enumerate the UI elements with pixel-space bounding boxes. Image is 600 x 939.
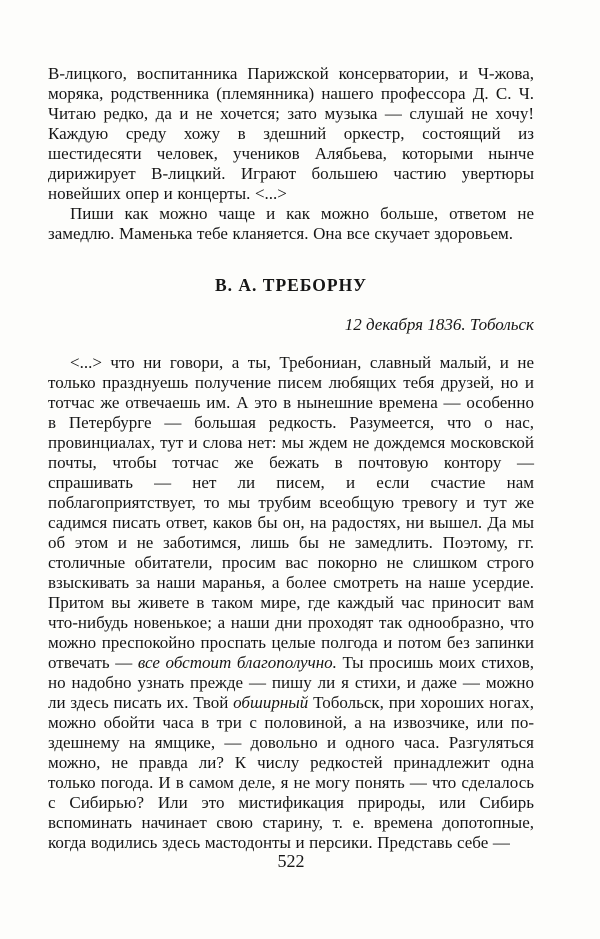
letter-heading: В. А. ТРЕБОРНУ: [214, 275, 368, 295]
letter-body: [48, 353, 534, 853]
letter-body-text-1: <...> что ни говори, а ты, Требониан, славный малый, и не только празднуешь получение писем любящих тебя друзей, но и тотчас же отвечаешь им. А это в нынешние времена — особенно в Петербурге — большая редкость. Разумеется, что о нас, провинциалах, тут и слова нет: мы ждем не дождемся московской почты, чтобы тотчас же бежать в почтовую контору — спрашивать — нет ли писем, и если счастие нам поблагоприятствует, то мы трубим всеобщую тревогу и тут же садимся писать ответ, каков бы он, на радостях, ни вышел. Да мы об этом и не заботимся, лишь бы не замедлить. Поэтому, гг. столичные обитатели, просим вас покорно не слишком строго взыскивать за наши маранья, а более смотреть на наше усердие. Притом вы живете в таком мире, где каждый час приносит вам что-нибудь новенькое; а наши дни проходят так однообразно, что можно преспокойно проспать целые полгода и потом без запинки отвечать —: [48, 353, 534, 672]
paragraph-closing: Пиши как можно чаще и как можно больше, ответом не замедлю. Маменька тебе кланяется. Она все скучает здоровьем.: [48, 204, 534, 243]
letter-body-text-3: Тобольск, при хороших ногах, можно обойти часа в три с половиной, а на извозчике, или по-здешнему на ямщике, — довольно и одного часа. Разгуляться можно, не правда ли? К числу редкостей принадлежит одна только погода. И в самом деле, я не могу понять — что сделалось с Сибирью? Или это мистификация природы, или Сибирь вспоминать начинает свою старину, т. е. времена допотопные, когда водились здесь мастодонты и персики. Представь себе —: [48, 693, 534, 852]
letter-body-text-2: Ты просишь моих стихов, но надобно узнать прежде — пишу ли я стихи, и даже — можно ли здесь писать их. Твой: [48, 653, 534, 712]
letter-body-italic-1: все обстоит благополучно.: [137, 653, 337, 672]
paragraph-continuation: В-лицкого, воспитанника Парижской консерватории, и Ч-жова, моряка, родственника (племянника) нашего профессора Д. С. Ч. Читаю редко, да и не хочется; зато музыка — слушай не хочу! Каждую среду хожу в здешний оркестр, состоящий из шестидесяти человек, учеников Алябьева, которыми нынче дирижирует В-лицкий. Играют большею частию увертюры новейших опер и концерты. <...>: [48, 64, 534, 203]
text-block: [48, 64, 534, 853]
page-number: 522: [277, 851, 305, 871]
letter-body-italic-2: обширный: [233, 693, 309, 712]
letter-dateline: 12 декабря 1836. Тобольск: [344, 315, 534, 334]
